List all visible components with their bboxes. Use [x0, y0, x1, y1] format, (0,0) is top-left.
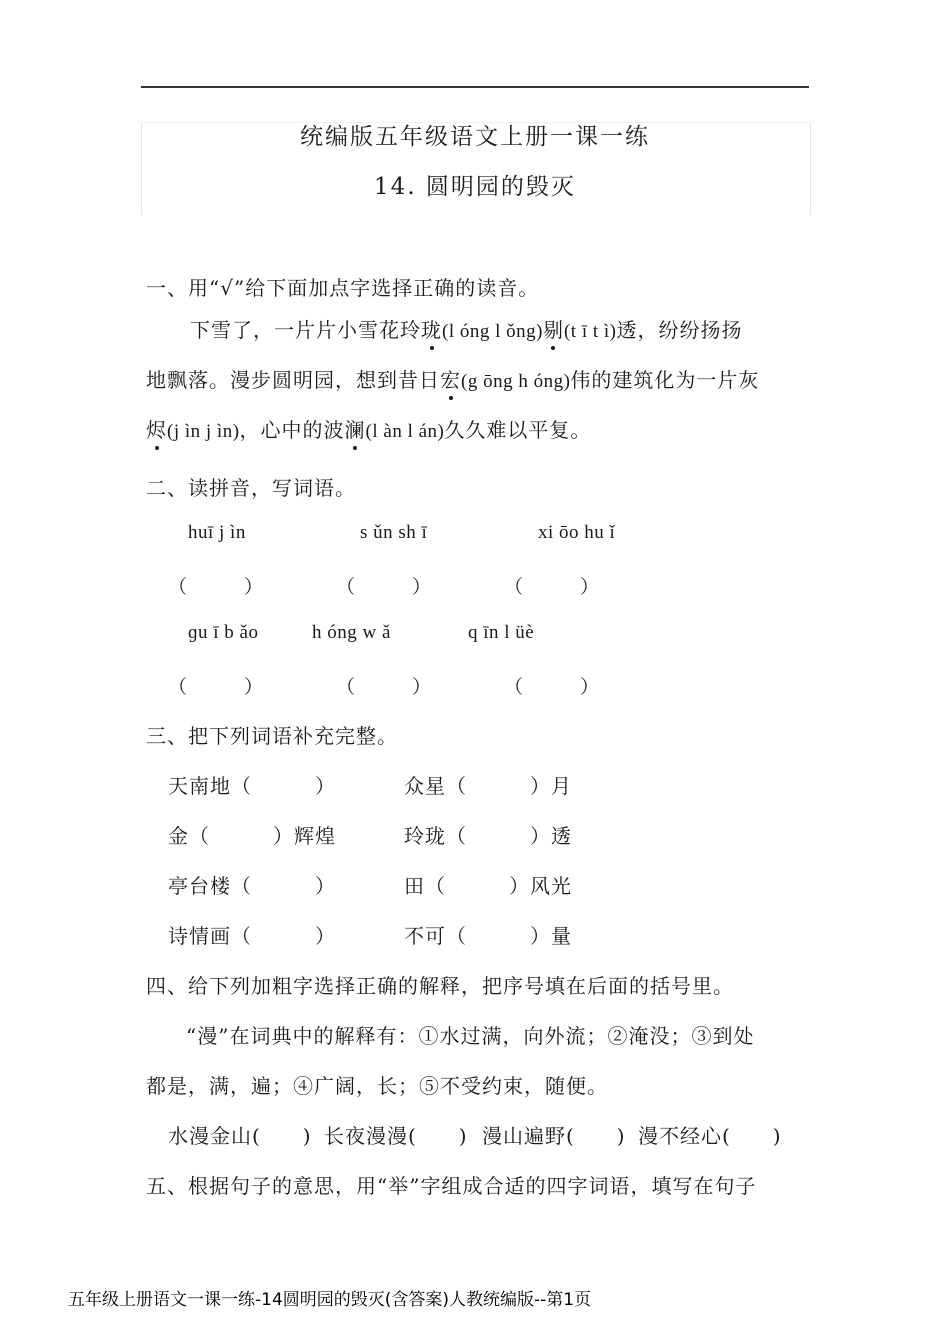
lesson-title: 14. 圆明园的毁灭 [374, 174, 576, 200]
pinyin-item: huī j ìn [188, 522, 246, 543]
choice-item[interactable]: 漫不经心( ) [638, 1124, 782, 1148]
page-footer: 五年级上册语文一课一练-14圆明园的毁灭(含答案)人教统编版--第1页 [68, 1290, 592, 1310]
pinyin-choice: (g ōng h óng) [461, 371, 571, 392]
answer-blank[interactable]: （ ） [168, 676, 264, 698]
fill-word[interactable]: 金（ ）辉煌 [168, 824, 336, 848]
q3-heading: 三、把下列词语补充完整。 [146, 724, 398, 748]
dotted-char: 烬 [146, 414, 167, 443]
definition-line: “漫”在词典中的解释有：①水过满，向外流；②淹没；③到处 [186, 1024, 755, 1048]
pinyin-choice: (j ìn j ìn) [167, 421, 240, 442]
answer-blank[interactable]: （ ） [168, 576, 264, 598]
dotted-char: 宏 [440, 364, 461, 393]
q2-heading: 二、读拼音，写词语。 [146, 476, 356, 500]
q4-heading: 四、给下列加粗字选择正确的解释，把序号填在后面的括号里。 [146, 974, 734, 998]
fill-word[interactable]: 田（ ）风光 [404, 874, 572, 898]
dotted-char: 珑 [421, 314, 442, 343]
answer-blank[interactable]: （ ） [504, 676, 600, 698]
fill-word[interactable]: 众星（ ）月 [404, 774, 572, 798]
definition-line: 都是，满，遍；④广阔，长；⑤不受约束，随便。 [146, 1074, 608, 1098]
dotted-char: 剔 [543, 314, 564, 343]
header-rule [141, 86, 809, 88]
q1-line-3: 烬(j ìn j ìn)，心中的波澜(l àn l án)久久难以平复。 [146, 414, 591, 443]
pinyin-item: q īn l üè [468, 622, 535, 643]
choice-item[interactable]: 长夜漫漫( ) [324, 1124, 468, 1148]
choice-item[interactable]: 漫山遍野( ) [482, 1124, 626, 1148]
fill-word[interactable]: 诗情画（ ） [168, 924, 336, 948]
pinyin-choice: (l óng l ǒng) [442, 321, 543, 342]
document-title: 统编版五年级语文上册一课一练 [300, 124, 650, 150]
answer-blank[interactable]: （ ） [336, 676, 432, 698]
choice-item[interactable]: 水漫金山( ) [168, 1124, 312, 1148]
fill-word[interactable]: 玲珑（ ）透 [404, 824, 572, 848]
pinyin-choice: (l àn l án) [365, 421, 445, 442]
fill-word[interactable]: 亭台楼（ ） [168, 874, 336, 898]
q1-line-1: 下雪了，一片片小雪花玲珑(l óng l ǒng)剔(t ī t ì)透，纷纷扬扬 [190, 314, 743, 343]
fill-word[interactable]: 不可（ ）量 [404, 924, 572, 948]
dotted-char: 澜 [345, 414, 366, 443]
answer-blank[interactable]: （ ） [336, 576, 432, 598]
q5-heading: 五、根据句子的意思，用“举”字组成合适的四字词语，填写在句子 [146, 1174, 757, 1198]
q1-heading: 一、用“√”给下面加点字选择正确的读音。 [146, 276, 540, 300]
answer-blank[interactable]: （ ） [504, 576, 600, 598]
pinyin-item: h óng w ǎ [312, 622, 391, 643]
fill-word[interactable]: 天南地（ ） [168, 774, 336, 798]
pinyin-item: xi ōo hu ǐ [538, 522, 616, 543]
q1-line-2: 地飘落。漫步圆明园，想到昔日宏(g ōng h óng)伟的建筑化为一片灰 [146, 364, 759, 393]
pinyin-item: s ǔn sh ī [360, 522, 428, 543]
pinyin-item: ɡu ī b ǎo [188, 622, 259, 643]
pinyin-choice: (t ī t ì) [563, 321, 617, 342]
